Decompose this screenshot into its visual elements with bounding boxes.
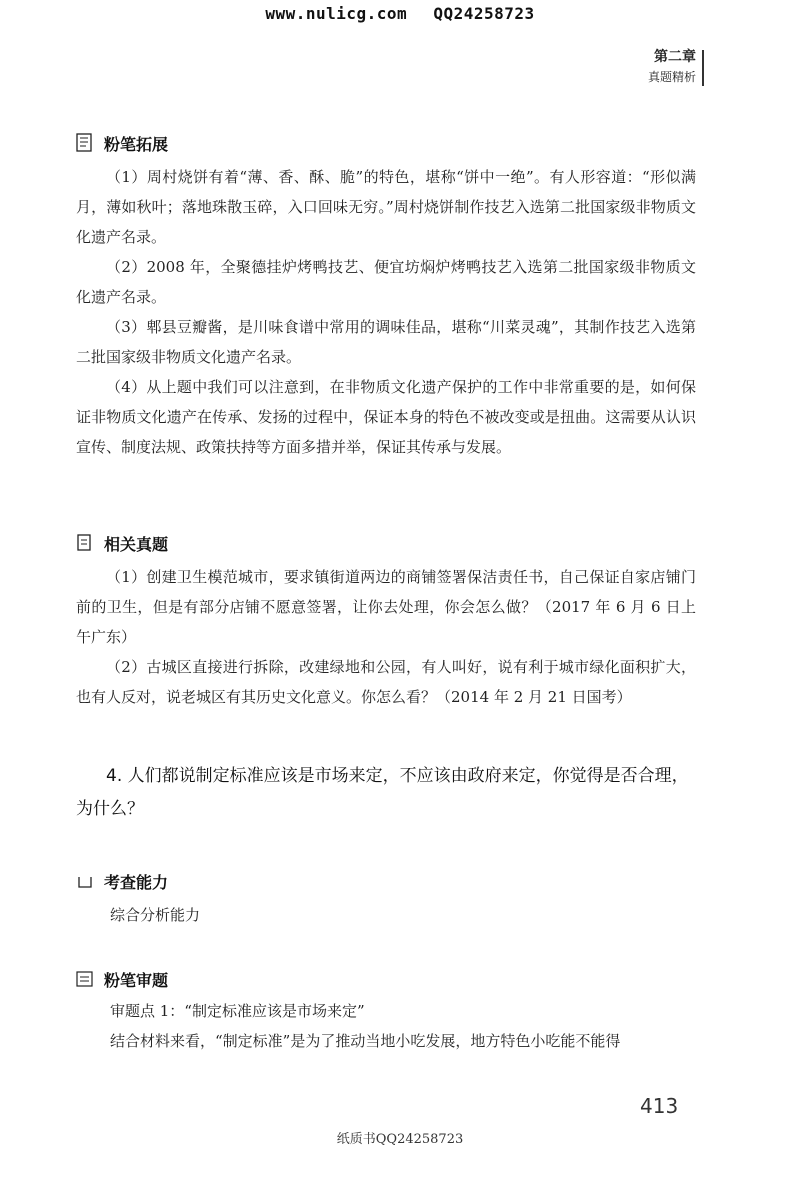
extension-heading: 粉笔拓展 bbox=[104, 134, 169, 154]
notebook-icon bbox=[76, 133, 94, 153]
ability-heading: 考查能力 bbox=[104, 872, 169, 892]
ability-content: 综合分析能力 bbox=[110, 906, 201, 924]
section-ability bbox=[76, 868, 696, 930]
chapter-title: 第二章 bbox=[654, 49, 696, 65]
page-number: 413 bbox=[640, 1094, 679, 1118]
section-heading bbox=[76, 868, 696, 894]
pen-icon bbox=[76, 969, 94, 989]
related-paragraph: （1）创建卫生模范城市，要求镇街道两边的商铺签署保洁责任书，自己保证自家店铺门前的卫生，但是有部分店铺不愿意签署，让你去处理，你会怎么做？（2017 年 6 月 6 日上午广东） bbox=[76, 568, 696, 646]
ability-icon bbox=[76, 871, 94, 891]
section-heading bbox=[76, 530, 696, 556]
question-text: 4. 人们都说制定标准应该是市场来定，不应该由政府来定，你觉得是否合理，为什么？ bbox=[76, 766, 689, 819]
chapter-divider bbox=[702, 50, 704, 86]
review-point: 审题点 1：“制定标准应该是市场来定” bbox=[110, 1002, 365, 1020]
section-related bbox=[76, 530, 696, 712]
footer-watermark: 纸质书QQ24258723 bbox=[336, 1132, 464, 1147]
section-heading bbox=[76, 130, 696, 156]
section-heading bbox=[76, 966, 696, 992]
extension-paragraph: （2）2008 年，全聚德挂炉烤鸭技艺、便宜坊焖炉烤鸭技艺入选第二批国家级非物质文化遗产名录。 bbox=[76, 258, 696, 306]
chapter-subtitle: 真题精析 bbox=[647, 70, 696, 84]
chapter-header bbox=[648, 46, 696, 85]
watermark-url: www.nulicg.com bbox=[265, 4, 408, 23]
review-paragraph: 结合材料来看，“制定标准”是为了推动当地小吃发展，地方特色小吃能不能得 bbox=[110, 1032, 621, 1050]
top-watermark bbox=[0, 4, 800, 23]
extension-paragraph: （1）周村烧饼有着“薄、香、酥、脆”的特色，堪称“饼中一绝”。有人形容道：“形似满月，薄如秋叶；落地珠散玉碎，入口回味无穷。”周村烧饼制作技艺入选第二批国家级非物质文化遗产名录。 bbox=[76, 168, 696, 246]
section-review bbox=[76, 966, 696, 1056]
related-heading: 相关真题 bbox=[104, 534, 169, 554]
question-block bbox=[76, 760, 696, 826]
extension-paragraph: （4）从上题中我们可以注意到，在非物质文化遗产保护的工作中非常重要的是，如何保证非物质文化遗产在传承、发扬的过程中，保证本身的特色不被改变或是扭曲。这需要从认识宣传、制度法规、政策扶持等方面多措并举，保证其传承与发展。 bbox=[76, 378, 696, 456]
document-icon bbox=[76, 533, 94, 553]
extension-paragraph: （3）郫县豆瓣酱，是川味食谱中常用的调味佳品，堪称“川菜灵魂”，其制作技艺入选第二批国家级非物质文化遗产名录。 bbox=[76, 318, 696, 366]
review-heading: 粉笔审题 bbox=[104, 970, 169, 990]
section-extension bbox=[76, 130, 696, 462]
watermark-qq: QQ24258723 bbox=[433, 4, 535, 23]
related-paragraph: （2）古城区直接进行拆除，改建绿地和公园，有人叫好，说有利于城市绿化面积扩大，也有人反对，说老城区有其历史文化意义。你怎么看？（2014 年 2 月 21 日国考） bbox=[76, 658, 696, 706]
